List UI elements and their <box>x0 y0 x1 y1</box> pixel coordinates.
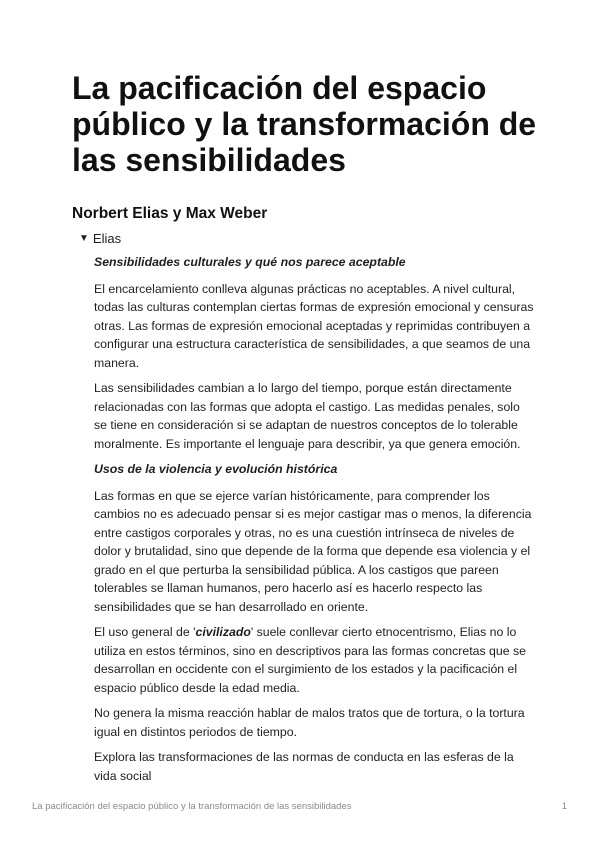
page-subtitle: Norbert Elias y Max Weber <box>72 205 268 222</box>
paragraph: Explora las transformaciones de las normas de conducta en las esferas de la vida social <box>94 750 514 783</box>
section-heading-violencia: Usos de la violencia y evolución histórica <box>94 462 338 476</box>
paragraph: Las sensibilidades cambian a lo largo del tiempo, porque están directamente relacionadas con las formas que adopta el castigo. Las medidas penales, solo se tiene en consideración si se adaptan de nuestros conceptos de lo tolerable moralmente. Es importante el lenguaje para describir, ya que genera emoción. <box>94 381 521 451</box>
page-title: La pacificación del espacio público y la transformación de las sensibilidades <box>72 70 537 178</box>
section-heading-sensibilidades: Sensibilidades culturales y qué nos parece aceptable <box>94 255 406 269</box>
text-fragment: ' suele conllevar cierto etnocentrismo, Elias no lo utiliza en estos términos, sino en descriptivos para las formas concretas que se desarrollan en occidente con el surgimiento de los estados y la pacificación el espacio público desde la edad media. <box>94 625 526 695</box>
footer-title: La pacificación del espacio público y la transformación de las sensibilidades <box>32 801 352 812</box>
text-fragment: El uso general de ' <box>94 625 196 639</box>
elias-toggle[interactable] <box>79 231 121 246</box>
page-footer <box>32 801 567 812</box>
paragraph: Las formas en que se ejerce varían históricamente, para comprender los cambios no es adecuado pensar si es mejor castigar mas o menos, la diferencia entre castigos corporales y otras, no es una cuestión intrínseca de niveles de dolor y brutalidad, sino que depende de la forma que depende esa violencia y el grado en el que perturba la sensibilidad pública. A los castigos que pareen tolerables se llaman humanos, pero hacerlo así es hacerlo respecto las sensibilidades que se han desarrollado en oriente. <box>94 488 532 614</box>
paragraph: No genera la misma reacción hablar de malos tratos que de tortura, o la tortura igual en distintos periodos de tiempo. <box>94 706 525 739</box>
toggle-label: Elias <box>92 231 122 246</box>
emphasized-term: civilizado <box>195 625 251 639</box>
triangle-down-icon: ▼ <box>79 232 89 244</box>
toggle-content <box>94 253 534 792</box>
paragraph <box>94 623 534 697</box>
page-number: 1 <box>561 801 567 812</box>
paragraph: El encarcelamiento conlleva algunas prácticas no aceptables. A nivel cultural, todas las culturas contemplan ciertas formas de expresión emocional y censuras otras. Las formas de expresión emocional aceptadas y reprimidas contribuyen a configurar una estructura característica de sensibilidades, a que seamos de una manera. <box>94 281 534 370</box>
